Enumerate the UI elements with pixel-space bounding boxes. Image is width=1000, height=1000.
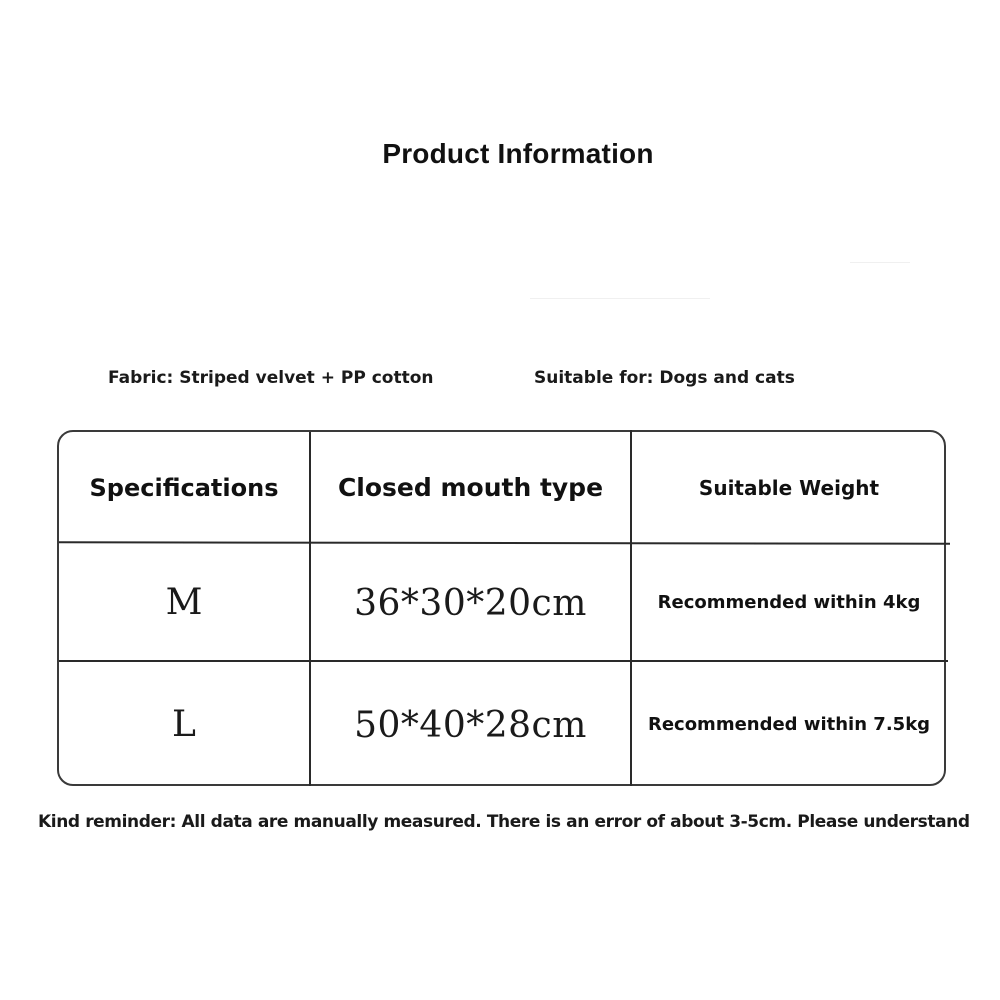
kind-reminder: Kind reminder: All data are manually measured. There is an error of about 3-5cm. Please understand bbox=[38, 812, 970, 832]
header-closed-mouth-type: Closed mouth type bbox=[337, 472, 604, 502]
size-l: L bbox=[172, 703, 196, 745]
divider bbox=[850, 262, 910, 263]
divider bbox=[530, 298, 710, 299]
weight-l: Recommended within 7.5kg bbox=[647, 713, 931, 735]
dimensions-m: 36*30*20cm bbox=[354, 582, 587, 624]
weight-m: Recommended within 4kg bbox=[657, 591, 921, 613]
header-suitable-weight: Suitable Weight bbox=[698, 476, 880, 500]
fabric-info: Fabric: Striped velvet + PP cotton bbox=[108, 368, 434, 388]
header-specifications: Specifications bbox=[89, 474, 279, 502]
page-title: Product Information bbox=[382, 138, 654, 169]
suitable-for-info: Suitable for: Dogs and cats bbox=[534, 368, 795, 388]
dimensions-l: 50*40*28cm bbox=[354, 704, 587, 746]
size-m: M bbox=[165, 581, 203, 623]
